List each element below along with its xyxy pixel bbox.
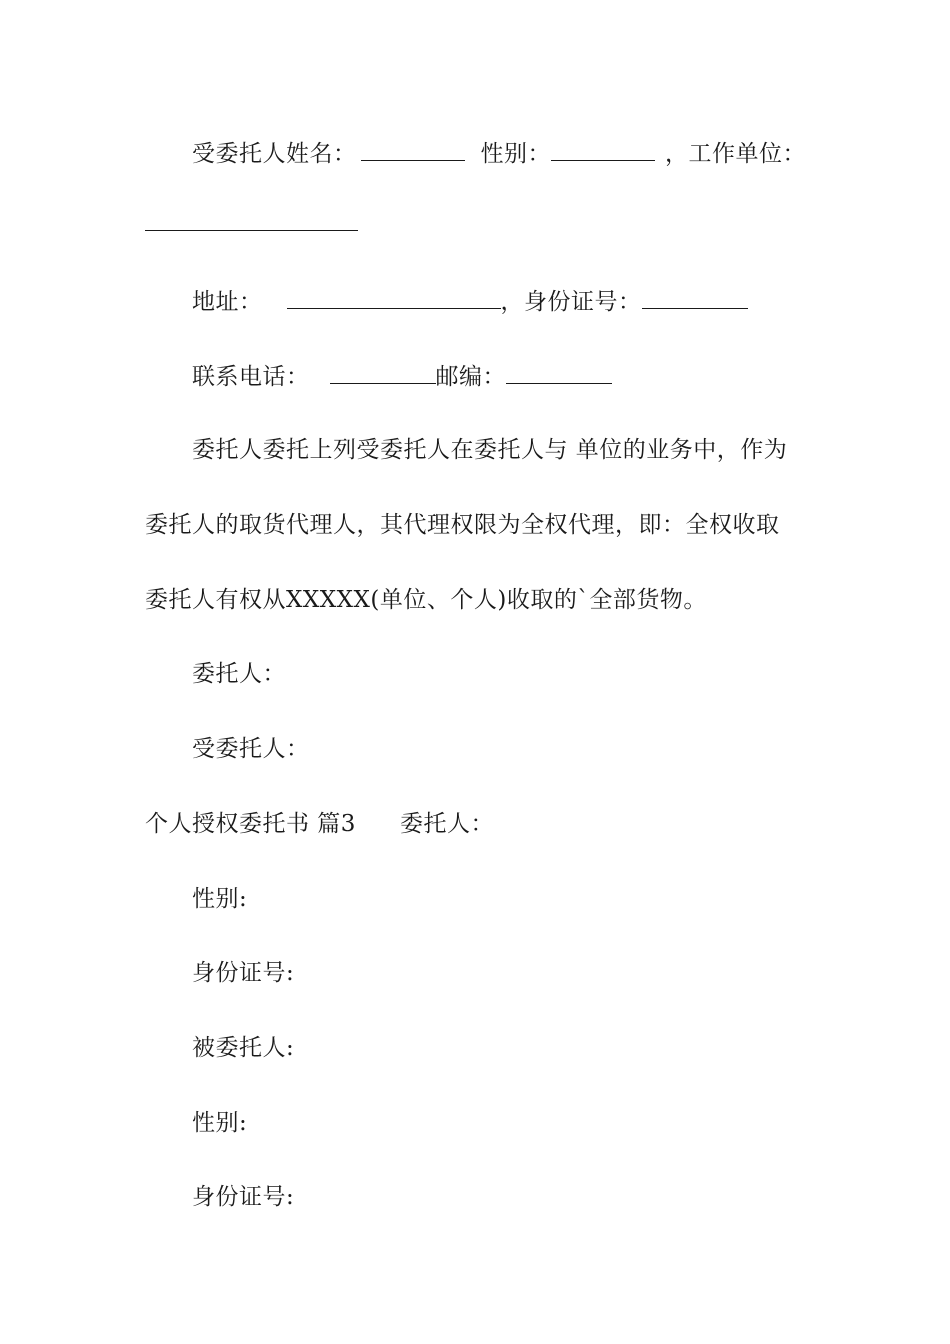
authorization-paragraph-line-2: 委托人的取货代理人，其代理权限为全权代理，即：全权收取 [145, 512, 780, 538]
postcode-label: 邮编： [435, 364, 506, 390]
section-3-heading-line [145, 809, 494, 839]
employer-label: ，工作单位： [665, 141, 806, 167]
contact-line [192, 361, 612, 392]
field-trustee: 被委托人: [192, 1035, 295, 1061]
gender-blank [551, 138, 655, 161]
field-id-number: 身份证号: [192, 960, 295, 986]
trustee-signature-label: 受委托人： [192, 736, 310, 762]
trustee-name-label: 受委托人姓名： [192, 141, 357, 167]
id-label-inline: ，身份证号： [500, 289, 642, 315]
principal-signature-label: 委托人： [192, 661, 286, 687]
field-trustee-gender: 性别: [192, 1110, 248, 1136]
employer-blank [145, 208, 358, 231]
section-principal-label: 委托人： [399, 811, 494, 837]
address-line [192, 286, 748, 317]
phone-label: 联系电话： [192, 364, 310, 390]
authorization-paragraph-line-1: 委托人委托上列受委托人在委托人与 单位的业务中，作为 [192, 437, 788, 463]
phone-blank [330, 361, 436, 384]
trustee-info-line [192, 138, 806, 169]
trustee-name-blank [361, 138, 465, 161]
employer-blank-line [145, 208, 358, 239]
field-trustee-id-number: 身份证号: [192, 1184, 295, 1210]
authorization-paragraph-line-3: 委托人有权从XXXXX(单位、个人)收取的`全部货物。 [145, 587, 707, 613]
address-blank [287, 286, 501, 309]
address-label: 地址： [192, 289, 263, 315]
postcode-blank [506, 361, 612, 384]
gender-label: 性别： [480, 141, 551, 167]
field-gender: 性别: [192, 886, 248, 912]
id-blank [642, 286, 748, 309]
section-title: 个人授权委托书 篇3 [145, 811, 356, 837]
